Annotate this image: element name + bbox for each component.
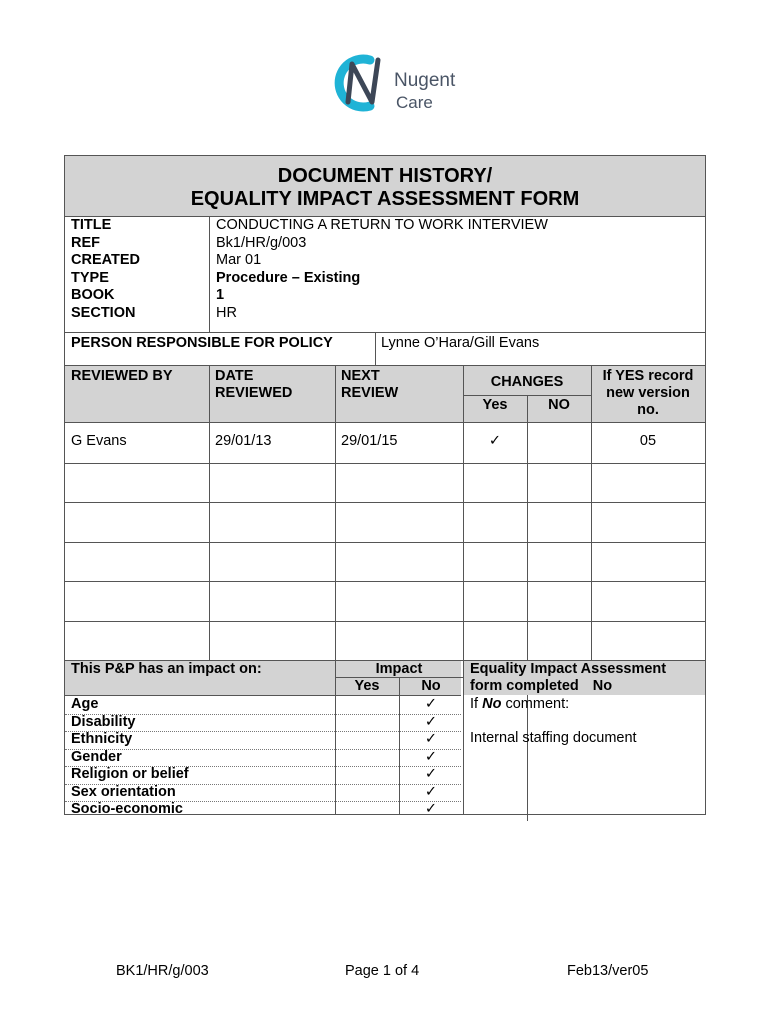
header-reviewed-by: REVIEWED BY	[71, 368, 173, 384]
detail-value-ref: Bk1/HR/g/003	[216, 234, 307, 251]
detail-label-title: TITLE	[71, 217, 112, 233]
eia-form-completed-label: form completed	[470, 678, 579, 694]
header-changes-no: NO	[548, 397, 570, 413]
impact-category-socio-economic: Socio-economic	[71, 801, 183, 817]
impact-category-gender: Gender	[71, 748, 122, 765]
header-next-review-1: NEXT	[341, 368, 380, 384]
header-date-reviewed-2: REVIEWED	[215, 385, 293, 401]
detail-label-created: CREATED	[71, 252, 141, 268]
impact-no-checkmark: ✓	[424, 731, 438, 747]
detail-label-section: SECTION	[71, 304, 136, 321]
impact-yes-label: Yes	[354, 678, 380, 694]
responsible-value: Lynne O’Hara/Gill Evans	[381, 335, 540, 351]
header-next-review-2: REVIEW	[341, 385, 399, 401]
footer-ref: BK1/HR/g/003	[116, 963, 209, 979]
review-cell-next-review: 29/01/15	[341, 433, 398, 449]
detail-value-book: 1	[216, 287, 225, 303]
impact-label: Impact	[375, 661, 423, 677]
header-version-3: no.	[637, 402, 659, 418]
eia-form-completed	[470, 678, 612, 695]
header-changes-yes: Yes	[482, 397, 508, 413]
impact-category-age: Age	[71, 696, 99, 712]
impact-category-sex-orientation: Sex orientation	[71, 783, 176, 800]
logo-word-care: Care	[396, 93, 433, 112]
header-version-2: new version	[606, 385, 690, 401]
header-changes: CHANGES	[490, 374, 564, 390]
nugent-care-logo	[330, 52, 470, 114]
eia-form-completed-value: No	[592, 678, 613, 694]
review-cell-reviewer: G Evans	[71, 433, 127, 449]
detail-value-title: CONDUCTING A RETURN TO WORK INTERVIEW	[216, 217, 548, 233]
detail-label-ref: REF	[71, 234, 100, 251]
eia-comment-prompt: If No comment:	[470, 696, 570, 712]
review-cell-version: 05	[639, 433, 657, 449]
impact-category-disability: Disability	[71, 713, 136, 730]
impact-no-label: No	[421, 678, 441, 694]
eia-title: Equality Impact Assessment	[470, 661, 667, 677]
impact-no-checkmark: ✓	[424, 748, 438, 765]
detail-label-book: BOOK	[71, 287, 115, 303]
header-date-reviewed-1: DATE	[215, 368, 254, 384]
footer-page: Page 1 of 4	[345, 963, 420, 979]
review-cell-changes-yes: ✓	[488, 433, 502, 449]
header-version-1: If YES record	[602, 368, 694, 384]
impact-header-label: This P&P has an impact on:	[71, 661, 262, 677]
impact-no-checkmark: ✓	[424, 801, 438, 817]
logo-word-nugent: Nugent	[394, 70, 456, 91]
detail-label-type: TYPE	[71, 269, 109, 286]
impact-no-checkmark: ✓	[424, 766, 438, 782]
assessment-form	[64, 155, 706, 815]
logo-n-mark	[348, 60, 378, 102]
impact-no-checkmark: ✓	[424, 783, 438, 800]
eia-comment: Internal staffing document	[470, 730, 637, 746]
detail-value-created: Mar 01	[216, 252, 262, 268]
detail-value-section: HR	[216, 304, 237, 321]
impact-no-checkmark: ✓	[424, 713, 438, 730]
form-title-line1: DOCUMENT HISTORY/	[277, 165, 493, 187]
detail-value-type: Procedure – Existing	[216, 269, 361, 286]
impact-category-ethnicity: Ethnicity	[71, 731, 133, 747]
form-title-line2: EQUALITY IMPACT ASSESSMENT FORM	[190, 188, 580, 210]
responsible-label: PERSON RESPONSIBLE FOR POLICY	[71, 335, 333, 351]
impact-no-checkmark: ✓	[424, 696, 438, 712]
impact-category-religion-or-belief: Religion or belief	[71, 766, 189, 782]
review-cell-date-reviewed: 29/01/13	[215, 433, 272, 449]
footer-version: Feb13/ver05	[567, 963, 649, 979]
